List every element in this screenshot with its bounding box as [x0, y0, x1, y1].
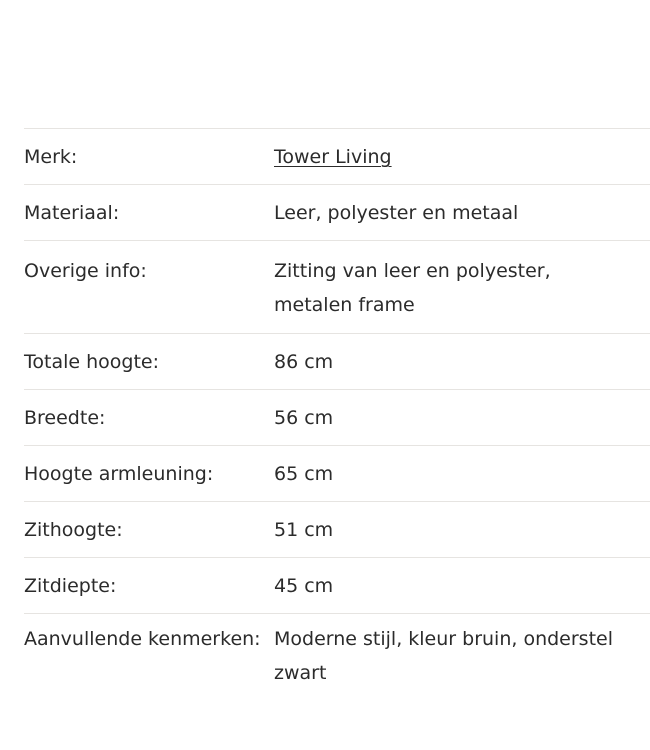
spec-label: Hoogte armleuning:	[24, 463, 214, 485]
spec-value	[274, 129, 650, 184]
spec-label: Overige info:	[24, 260, 147, 282]
spec-value-line: Zitting van leer en polyester,	[274, 260, 551, 282]
spec-value	[274, 241, 650, 333]
spec-row-zithoogte	[24, 502, 650, 558]
spec-label: Zitdiepte:	[24, 575, 117, 597]
spec-row-cutoff	[24, 626, 650, 684]
spec-label: Merk:	[24, 146, 78, 168]
spec-value-line: metalen frame	[274, 294, 415, 316]
specifications-table	[24, 128, 650, 614]
spec-label: Materiaal:	[24, 202, 120, 224]
spec-value: Moderne stijl, kleur bruin, onderstel zwart	[274, 628, 614, 684]
spec-value: 56 cm	[274, 407, 334, 429]
spec-value: 51 cm	[274, 519, 334, 541]
spec-label: Totale hoogte:	[24, 351, 159, 373]
spec-row-breedte	[24, 390, 650, 446]
spec-row-overige-info	[24, 241, 650, 334]
spec-row-zitdiepte	[24, 558, 650, 614]
spec-value: 65 cm	[274, 463, 334, 485]
spec-value: 86 cm	[274, 351, 334, 373]
spec-label: Breedte:	[24, 407, 106, 429]
brand-link[interactable]: Tower Living	[274, 146, 392, 168]
spec-row-hoogte-armleuning	[24, 446, 650, 502]
spec-label: Aanvullende kenmerken:	[24, 628, 261, 650]
spec-label: Zithoogte:	[24, 519, 123, 541]
spec-row-materiaal	[24, 185, 650, 241]
spec-value: Leer, polyester en metaal	[274, 202, 519, 224]
spec-value: 45 cm	[274, 575, 334, 597]
spec-row-merk	[24, 129, 650, 185]
spec-row-totale-hoogte	[24, 334, 650, 390]
